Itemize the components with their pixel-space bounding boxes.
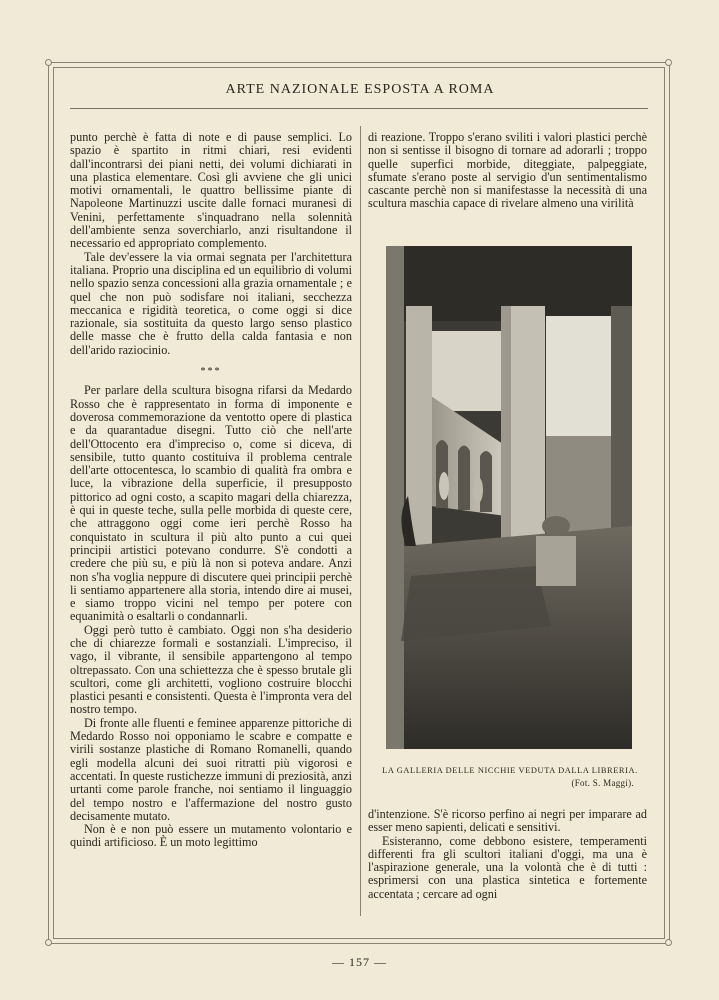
running-header: ARTE NAZIONALE ESPOSTA A ROMA [225,82,495,97]
paragraph: Per parlare della scultura bisogna rifarsi da Medardo Rosso che è rappresentato in forma di imponente e doverosa commemorazione da ventotto opere di plastica e da quarantadue disegni. Tutto ciò che nell'arte dell'Ottocento era d'impreciso o, come si diceva, di sensibile, tutto quanto costituiva il problema centrale dell'arte ottocentesca, lo scambio di qualità fra ombra e luce, la vibrazione della superficie, il presupposto pittorico ad ogni costo, a scapito magari della chiarezza, è qui in queste teche, sulla pelle morbida di queste cere, che attraggono oggi come ieri perchè Rosso ha conquistato in scultura il più alto punto a cui quei principii artistici potevano condurre. S'è condotti a credere che più su, e più là non si poteva andare. Anzi non s'ha voglia neppure di discutere quei principii perchè li sentiamo appartenere alla storia, intendo dire ai musei, e siamo troppo vicini nel tempo per potere con equanimità o esaltarli o condannarli. [70,383,352,624]
gallery-photograph-image [386,246,632,749]
paragraph: Tale dev'essere la via ormai segnata per l'architettura italiana. Proprio una disciplina ed un equilibrio di volumi nello spazio senza concessioni alla grazia ornamentale ; e quel che non può sodisfare noi italiani, secchezza meccanica e rigidità teoretica, o come oggi si dice razionale, sia sostituita da questo largo senso plastico delle masse che è frutto della calda fantasia e non dell'arido raziocinio. [70,249,352,357]
column-divider [360,126,361,916]
paragraph: Di fronte alle fluenti e feminee apparenze pittoriche di Medardo Rosso noi opponiamo le scabre e compatte e virili sostanze plastiche di Romano Romanelli, quando egli modella alcuni dei suoi ritratti più vigorosi e accentati. In queste rustichezze immuni di preziosità, anzi urtanti come parole franche, noi sentiamo il linguaggio del tempo nostro e l'affermazione del nostro gusto decisamente mutato. [70,715,352,823]
right-column-bottom [368,808,647,901]
paragraph: Esisteranno, come debbono esistere, temperamenti differenti fra gli scultori italiani d'oggi, ma una è l'aspirazione generale, una la volontà che è di tutti : esprimersi con una plastica sintetica e fortemente accentata ; cercare ad ogni [368,833,647,901]
paragraph: punto perchè è fatta di note e di pause semplici. Lo spazio è spartito in ritmi chiari, resi evidenti dall'incontrarsi dei piani netti, dei volumi dichiarati in una plastica elementare. Così gli avviene che gli unici motivi ornamentali, le quattro bellissime piante di Napoleone Martinuzzi uscite dalle fornaci muranesi di Venini, perfettamente s'inquadrano nella solennità dell'ambiente senza soverchiarlo, anzi risultandone il necessario ed appropriato complemento. [70,130,352,251]
photo-credit: (Fot. S. Maggi). [571,778,634,788]
paragraph: Oggi però tutto è cambiato. Oggi non s'ha desiderio che di chiarezze formali e sostanziali. L'impreciso, il vago, il vibrante, il sensibile appartengono al tempo oltrepassato. Con una schiettezza che è spesso brutale gli scultori, come gli architetti, vogliono costruire blocchi plastici pesanti e consistenti. Questa è l'impronta vera del nostro tempo. [70,622,352,717]
paragraph: Non è e non può essere un mutamento volontario e quindi artificioso. È un moto legittimo [70,822,352,850]
section-separator: *** [200,366,222,378]
right-column-top [368,131,647,211]
gallery-photograph [386,246,632,749]
header-rule [70,108,648,109]
left-column [70,131,352,850]
frame-corner-ornament [45,939,52,946]
page-number: — 157 — [332,955,387,969]
paragraph: di reazione. Troppo s'erano sviliti i valori plastici perchè non si sentisse il bisogno di tornare ad adorarli ; troppo quelle superfici morbide, diteggiate, palpeggiate, sfumate s'erano poste al servigio d'un sentimentalismo cascante perchè non si manifestasse la necessità di una scultura maschia capace di rivelare almeno una virilità [368,130,647,211]
frame-corner-ornament [45,59,52,66]
frame-corner-ornament [665,939,672,946]
paragraph: d'intenzione. S'è ricorso perfino ai negri per imparare ad esser meno sapienti, delicati e sensitivi. [368,807,647,835]
photo-caption [372,765,648,789]
caption-text: LA GALLERIA DELLE NICCHIE VEDUTA DALLA LIBRERIA. [382,766,638,775]
frame-corner-ornament [665,59,672,66]
